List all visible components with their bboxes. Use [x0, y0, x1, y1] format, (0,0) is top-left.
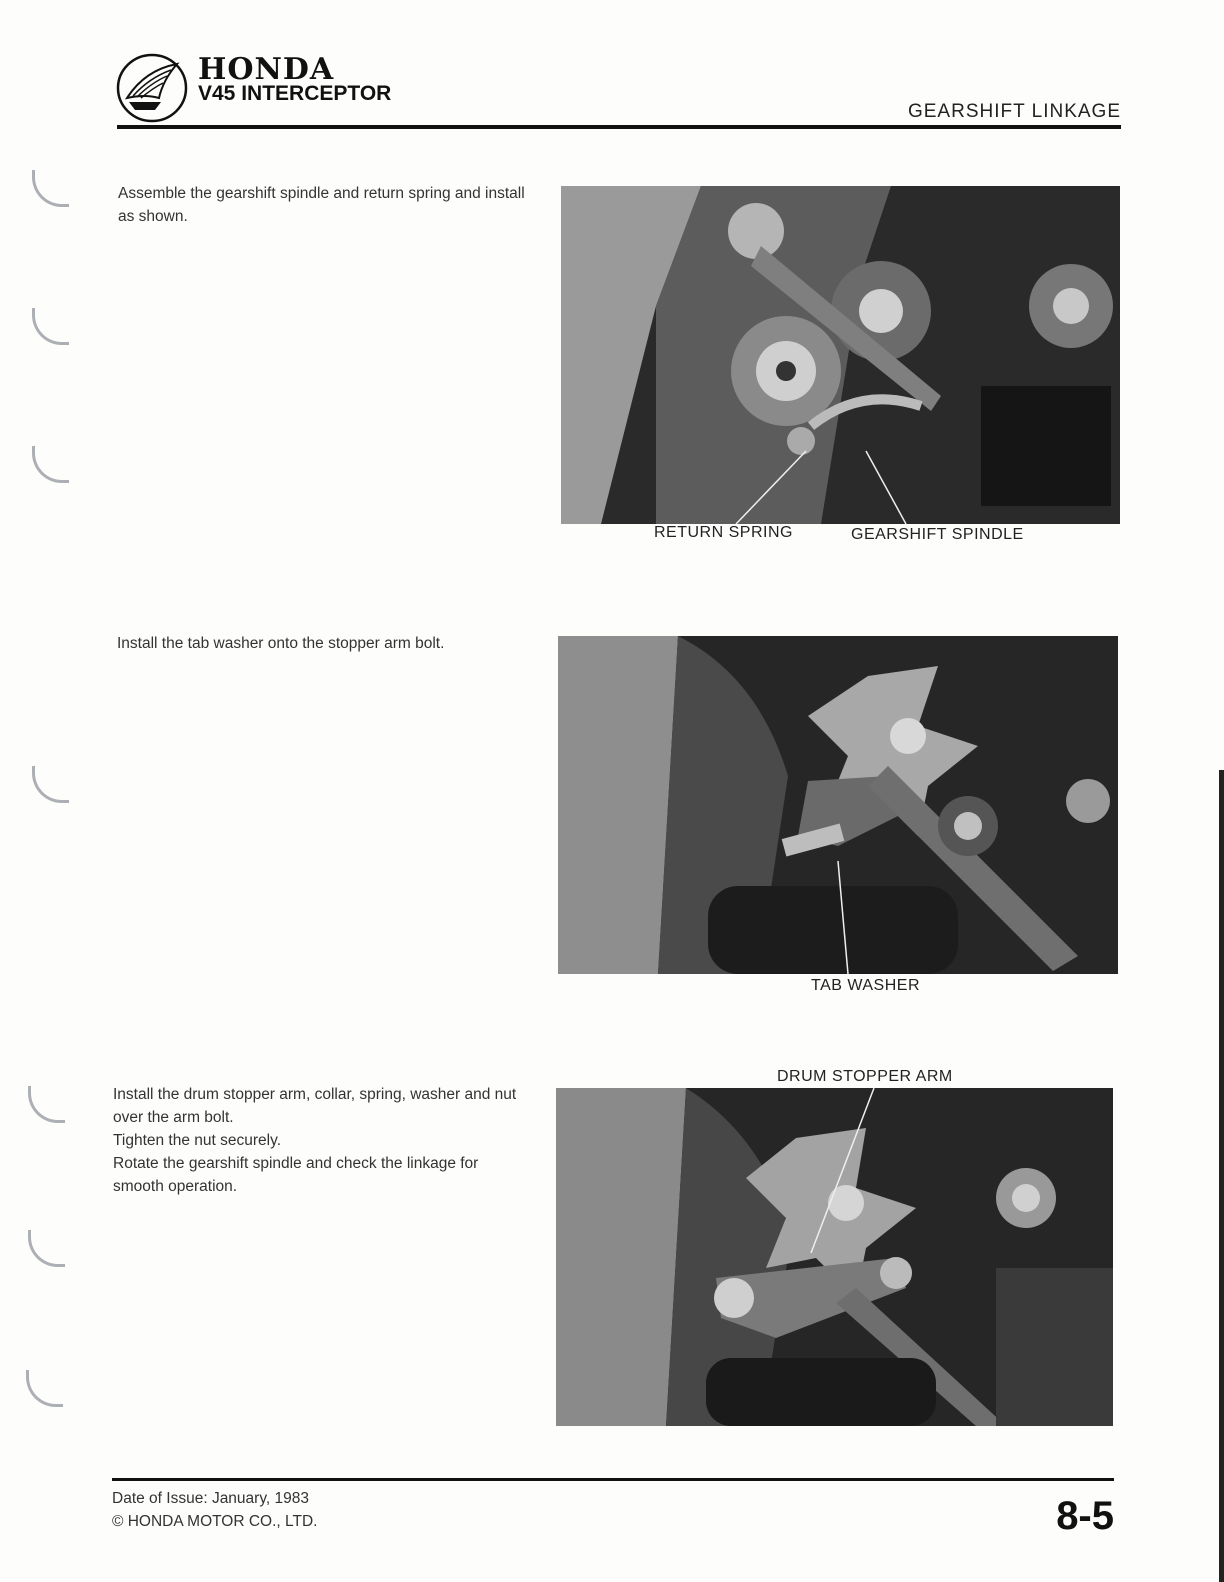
step-1-photo: [561, 186, 1120, 524]
callout-return-spring: RETURN SPRING: [654, 524, 793, 541]
page-edge-bar: [1219, 770, 1224, 1582]
callout-tab-washer: TAB WASHER: [811, 977, 921, 994]
model-name: V45 INTERCEPTOR: [198, 82, 392, 105]
binder-hole: [32, 766, 69, 803]
binder-hole: [32, 308, 69, 345]
binder-hole: [28, 1230, 65, 1267]
page-number: 8-5: [1056, 1494, 1114, 1538]
section-title: GEARSHIFT LINKAGE: [907, 101, 1121, 122]
step-3-line-2: Tighten the nut securely.: [113, 1132, 282, 1149]
binder-hole: [32, 446, 69, 483]
callout-gearshift-spindle: GEARSHIFT SPINDLE: [851, 526, 1024, 543]
step-2-instructions: [117, 632, 547, 655]
step-3-photo: [556, 1088, 1113, 1426]
step-3-line-3: Rotate the gearshift spindle and check the linkage for smooth operation.: [113, 1155, 479, 1195]
step-2-photo: [558, 636, 1118, 974]
honda-wing-logo-icon: [115, 50, 190, 125]
copyright: © HONDA MOTOR CO., LTD.: [112, 1513, 318, 1530]
header-rule: [117, 125, 1121, 129]
binder-hole: [32, 170, 69, 207]
binder-hole: [26, 1370, 63, 1407]
step-3-instructions: [113, 1083, 528, 1198]
binder-hole: [28, 1086, 65, 1123]
date-of-issue: Date of Issue: January, 1983: [112, 1490, 310, 1507]
callout-drum-stopper-arm: DRUM STOPPER ARM: [777, 1068, 953, 1085]
step-3-line-1: Install the drum stopper arm, collar, spring, washer and nut over the arm bolt.: [113, 1086, 517, 1126]
step-2-line: Install the tab washer onto the stopper arm bolt.: [117, 635, 445, 652]
step-1-instructions: [118, 182, 538, 228]
brand-name: HONDA: [198, 52, 335, 87]
step-1-line: Assemble the gearshift spindle and return spring and install as shown.: [118, 185, 525, 225]
footer-rule: [112, 1478, 1114, 1481]
